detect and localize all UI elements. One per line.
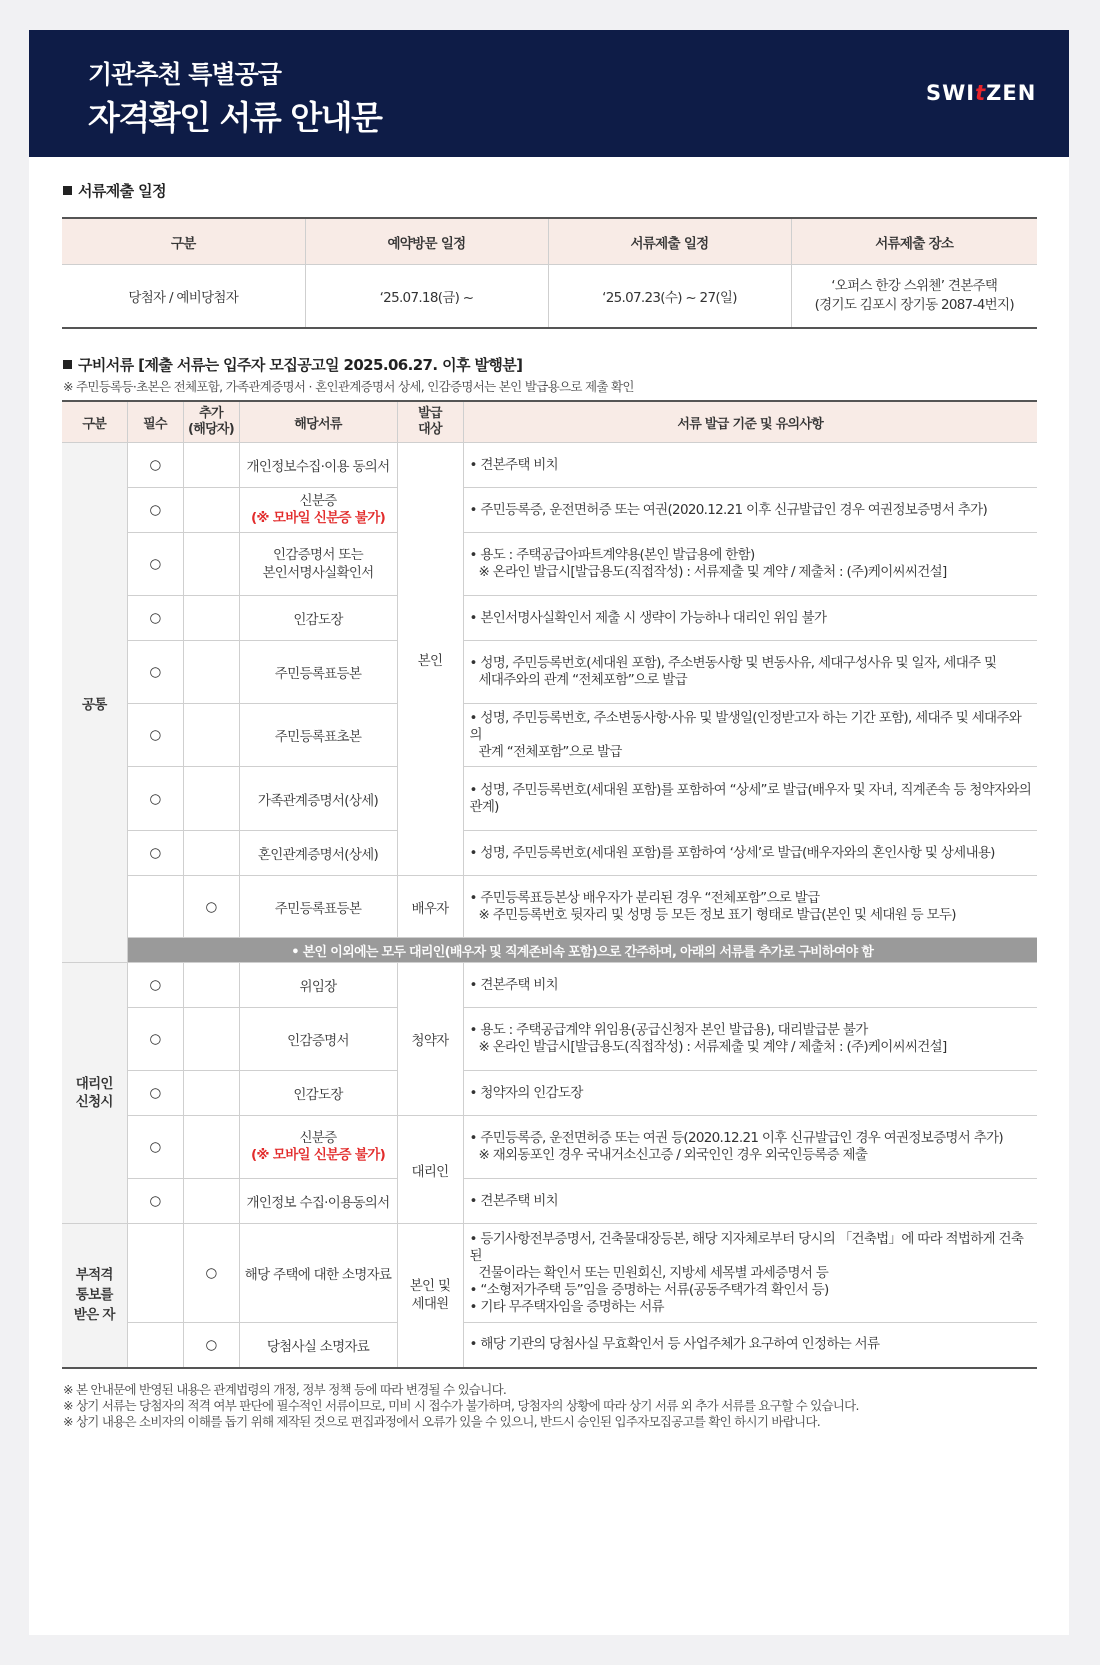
docs-header-row bbox=[62, 401, 1037, 443]
required-mark: ○ bbox=[127, 1008, 183, 1071]
document-name: 위임장 bbox=[239, 963, 397, 1008]
proxy-banner: • 본인 이외에는 모두 대리인(배우자 및 직계존비속 포함)으로 간주하며, 아래의 서류를 추가로 구비하여야 함 bbox=[127, 938, 1037, 963]
proxy-banner-row bbox=[62, 938, 1037, 963]
document-name: 개인정보 수집·이용동의서 bbox=[239, 1179, 397, 1224]
col-criteria: 서류 발급 기준 및 유의사항 bbox=[463, 401, 1037, 443]
footnote: ※ 상기 내용은 소비자의 이해를 돕기 위해 제작된 것으로 편집과정에서 오류가 있을 수 있으니, 반드시 승인된 입주자모집공고를 확인 하시기 바랍니다. bbox=[63, 1414, 820, 1429]
document-name: 인감도장 bbox=[239, 596, 397, 641]
target-self: 본인 bbox=[397, 443, 463, 876]
table-row bbox=[62, 1116, 1037, 1179]
criteria: • 견본주택 비치 bbox=[463, 443, 1037, 488]
document-name: 혼인관계증명서(상세) bbox=[239, 831, 397, 876]
schedule-visit: ‘25.07.18(금) ~ bbox=[305, 265, 548, 328]
group-common: 공통 bbox=[62, 443, 127, 963]
extra-mark: ○ bbox=[183, 1224, 239, 1323]
schedule-header-row bbox=[62, 218, 1037, 265]
col-visit: 예약방문 일정 bbox=[305, 218, 548, 265]
col-category: 구분 bbox=[62, 218, 305, 265]
criteria: • 주민등록증, 운전면허증 또는 여권 등(2020.12.21 이후 신규발급인 경우 여권정보증명서 추가) ※ 재외동포인 경우 국내거소신고증 / 외국인인 경우 외국인등록증 제출 bbox=[463, 1116, 1037, 1179]
notice-page bbox=[29, 30, 1069, 1635]
document-name: 당첨사실 소명자료 bbox=[239, 1323, 397, 1368]
required-mark: ○ bbox=[127, 767, 183, 831]
required-mark: ○ bbox=[127, 533, 183, 596]
document-name: 인감증명서 또는 본인서명사실확인서 bbox=[239, 533, 397, 596]
required-mark: ○ bbox=[127, 831, 183, 876]
required-mark: ○ bbox=[127, 963, 183, 1008]
extra-mark: ○ bbox=[183, 1323, 239, 1368]
footnotes bbox=[63, 1382, 859, 1430]
criteria: • 성명, 주민등록번호(세대원 포함), 주소변동사항 및 변동사유, 세대구성사유 및 일자, 세대주 및 세대주와의 관계 “전체포함”으로 발급 bbox=[463, 641, 1037, 704]
table-row bbox=[62, 704, 1037, 767]
footnote: ※ 본 안내문에 반영된 내용은 관계법령의 개정, 정부 정책 등에 따라 변경될 수 있습니다. bbox=[63, 1382, 507, 1397]
document-name: 신분증 (※ 모바일 신분증 불가) bbox=[239, 488, 397, 533]
target-applicant: 청약자 bbox=[397, 963, 463, 1116]
criteria: • 성명, 주민등록번호(세대원 포함)를 포함하여 “상세”로 발급(배우자 및 자녀, 직계존속 등 청약자와의 관계) bbox=[463, 767, 1037, 831]
table-row bbox=[62, 831, 1037, 876]
criteria: • 견본주택 비치 bbox=[463, 963, 1037, 1008]
criteria: • 청약자의 인감도장 bbox=[463, 1071, 1037, 1116]
document-name: 개인정보수집·이용 동의서 bbox=[239, 443, 397, 488]
required-mark: ○ bbox=[127, 1071, 183, 1116]
docs-heading: 구비서류 [제출 서류는 입주자 모집공고일 2025.06.27. 이후 발행분] bbox=[63, 354, 522, 375]
mobile-id-warning: (※ 모바일 신분증 불가) bbox=[250, 510, 386, 526]
criteria: • 해당 기관의 당첨사실 무효확인서 등 사업주체가 요구하여 인정하는 서류 bbox=[463, 1323, 1037, 1368]
table-row bbox=[62, 1224, 1037, 1323]
group-unqualified: 부적격 통보를 받은 자 bbox=[62, 1224, 127, 1368]
schedule-submit: ‘25.07.23(수) ~ 27(일) bbox=[548, 265, 791, 328]
required-mark: ○ bbox=[127, 1179, 183, 1224]
square-bullet-icon bbox=[63, 360, 72, 369]
table-row bbox=[62, 963, 1037, 1008]
title-line1: 기관추천 특별공급 bbox=[88, 60, 281, 89]
table-row bbox=[62, 533, 1037, 596]
col-required: 필수 bbox=[127, 401, 183, 443]
table-row bbox=[62, 1008, 1037, 1071]
extra-mark: ○ bbox=[183, 876, 239, 938]
criteria: • 용도 : 주택공급계약 위임용(공급신청자 본인 발급용), 대리발급분 불가 ※ 온라인 발급시[발급용도(직접작성) : 서류제출 및 계약 / 제출처 : (주)케이씨씨건설] bbox=[463, 1008, 1037, 1071]
required-mark: ○ bbox=[127, 704, 183, 767]
schedule-place: ‘오퍼스 한강 스위첸’ 견본주택 (경기도 김포시 장기동 2087-4번지) bbox=[791, 265, 1037, 328]
switzen-logo: SWItZEN bbox=[926, 81, 1037, 105]
table-row bbox=[62, 1179, 1037, 1224]
footnote: ※ 상기 서류는 당첨자의 적격 여부 판단에 필수적인 서류이므로, 미비 시 접수가 불가하며, 당첨자의 상황에 따라 상기 서류 외 추가 서류를 요구할 수 있습니다. bbox=[63, 1398, 859, 1413]
docs-note: ※ 주민등록등·초본은 전체포함, 가족관계증명서 · 혼인관계증명서 상세, 인감증명서는 본인 발급용으로 제출 확인 bbox=[63, 379, 634, 394]
required-mark: ○ bbox=[127, 488, 183, 533]
table-row bbox=[62, 596, 1037, 641]
target-spouse: 배우자 bbox=[397, 876, 463, 938]
col-target: 발급 대상 bbox=[397, 401, 463, 443]
table-row bbox=[62, 488, 1037, 533]
table-row bbox=[62, 1071, 1037, 1116]
square-bullet-icon bbox=[63, 186, 72, 195]
table-row bbox=[62, 1323, 1037, 1368]
criteria: • 성명, 주민등록번호, 주소변동사항·사유 및 발생일(인정받고자 하는 기간 포함), 세대주 및 세대주와의 관계 “전체포함”으로 발급 bbox=[463, 704, 1037, 767]
criteria: • 본인서명사실확인서 제출 시 생략이 가능하나 대리인 위임 불가 bbox=[463, 596, 1037, 641]
page-title: 자격확인 서류 안내문 bbox=[88, 98, 382, 137]
required-mark: ○ bbox=[127, 641, 183, 704]
required-mark: ○ bbox=[127, 443, 183, 488]
required-mark: ○ bbox=[127, 596, 183, 641]
col-extra: 추가 (해당자) bbox=[183, 401, 239, 443]
document-name: 주민등록표등본 bbox=[239, 876, 397, 938]
header-banner bbox=[29, 30, 1069, 157]
document-name: 주민등록표초본 bbox=[239, 704, 397, 767]
mobile-id-warning: (※ 모바일 신분증 불가) bbox=[250, 1147, 386, 1163]
schedule-row bbox=[62, 265, 1037, 328]
col-place: 서류제출 장소 bbox=[791, 218, 1037, 265]
schedule-heading: 서류제출 일정 bbox=[63, 180, 166, 201]
document-name: 신분증 (※ 모바일 신분증 불가) bbox=[239, 1116, 397, 1179]
col-document: 해당서류 bbox=[239, 401, 397, 443]
document-name: 인감도장 bbox=[239, 1071, 397, 1116]
target-household: 본인 및 세대원 bbox=[397, 1224, 463, 1368]
table-row bbox=[62, 641, 1037, 704]
table-row bbox=[62, 443, 1037, 488]
documents-table bbox=[62, 400, 1037, 1369]
document-name: 해당 주택에 대한 소명자료 bbox=[239, 1224, 397, 1323]
target-proxy: 대리인 bbox=[397, 1116, 463, 1224]
col-submit: 서류제출 일정 bbox=[548, 218, 791, 265]
document-name: 가족관계증명서(상세) bbox=[239, 767, 397, 831]
criteria: • 등기사항전부증명서, 건축물대장등본, 해당 지자체로부터 당시의 「건축법」에 따라 적법하게 건축된 건물이라는 확인서 또는 민원회신, 지방세 세목별 과세증명서 등 • “소형저가주택 등”임을 증명하는 서류(공동주택가격 확인서 등) • 기타 무주택자임을 증명하는 서류 bbox=[463, 1224, 1037, 1323]
table-row bbox=[62, 876, 1037, 938]
group-proxy: 대리인 신청시 bbox=[62, 963, 127, 1224]
schedule-table bbox=[62, 217, 1037, 329]
document-name: 주민등록표등본 bbox=[239, 641, 397, 704]
criteria: • 주민등록표등본상 배우자가 분리된 경우 “전체포함”으로 발급 ※ 주민등록번호 뒷자리 및 성명 등 모든 정보 표기 형태로 발급(본인 및 세대원 등 모두) bbox=[463, 876, 1037, 938]
criteria: • 용도 : 주택공급아파트계약용(본인 발급용에 한함) ※ 온라인 발급시[발급용도(직접작성) : 서류제출 및 계약 / 제출처 : (주)케이씨씨건설] bbox=[463, 533, 1037, 596]
schedule-category: 당첨자 / 예비당첨자 bbox=[62, 265, 305, 328]
criteria: • 성명, 주민등록번호(세대원 포함)를 포함하여 ‘상세’로 발급(배우자와의 혼인사항 및 상세내용) bbox=[463, 831, 1037, 876]
table-row bbox=[62, 767, 1037, 831]
required-mark: ○ bbox=[127, 1116, 183, 1179]
col-category: 구분 bbox=[62, 401, 127, 443]
document-name: 인감증명서 bbox=[239, 1008, 397, 1071]
criteria: • 주민등록증, 운전면허증 또는 여권(2020.12.21 이후 신규발급인 경우 여권정보증명서 추가) bbox=[463, 488, 1037, 533]
criteria: • 견본주택 비치 bbox=[463, 1179, 1037, 1224]
